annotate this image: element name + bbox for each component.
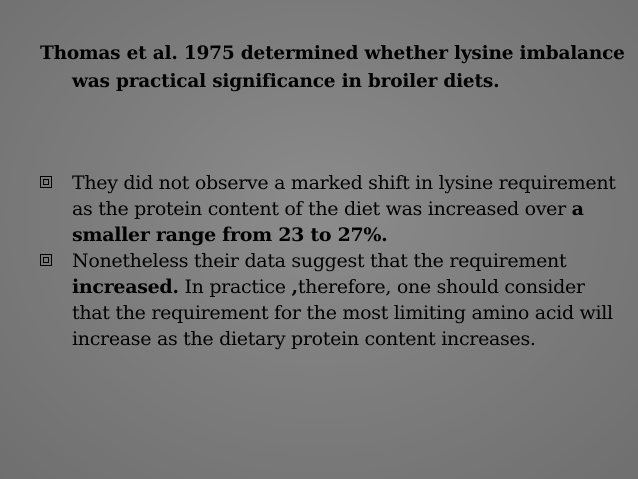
bullet-2-bold-comma: , bbox=[291, 276, 298, 298]
bullet-1-text: They did not observe a marked shift in lysine requirement as the protein content of the diet was increased over bbox=[72, 172, 616, 220]
slide-heading: Thomas et al. 1975 determined whether lysine imbalance was practical significance in broiler diets. bbox=[40, 43, 625, 92]
bullet-2-text-end: therefore, one should consider that the requirement for the most limiting amino acid will increase as the dietary protein content increases. bbox=[72, 276, 613, 350]
bullet-2-text-middle: In practice bbox=[178, 276, 292, 298]
square-bullet-icon bbox=[40, 176, 52, 188]
bullet-list bbox=[40, 170, 620, 352]
bullet-2-text-start: Nonetheless their data suggest that the requirement bbox=[72, 250, 567, 272]
bullet-item-2 bbox=[40, 248, 620, 352]
bullet-2-bold-text: increased. bbox=[72, 276, 179, 298]
square-bullet-icon bbox=[40, 254, 52, 266]
bullet-1-bold-text: a smaller range from 23 to 27%. bbox=[72, 198, 584, 246]
bullet-item-1 bbox=[40, 170, 620, 248]
